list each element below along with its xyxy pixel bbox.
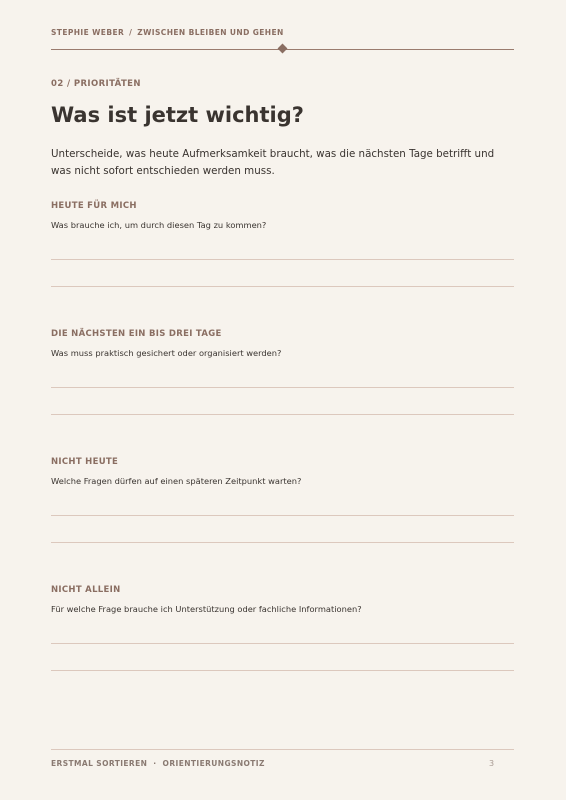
writing-line[interactable]: [51, 643, 514, 644]
writing-line[interactable]: [51, 414, 514, 415]
writing-line[interactable]: [51, 286, 514, 287]
writing-line[interactable]: [51, 670, 514, 671]
running-header: [51, 28, 284, 37]
writing-line[interactable]: [51, 515, 514, 516]
footer-text: [51, 759, 265, 768]
prompt-label: NICHT ALLEIN: [51, 585, 121, 595]
prompt-question: Was brauche ich, um durch diesen Tag zu kommen?: [51, 220, 267, 230]
prompt-label: DIE NÄCHSTEN EIN BIS DREI TAGE: [51, 329, 222, 339]
page-title: Was ist jetzt wichtig?: [51, 103, 304, 127]
section-label: 02 / PRIORITÄTEN: [51, 79, 141, 89]
footer-dot: ·: [153, 759, 157, 768]
header-series: ZWISCHEN BLEIBEN UND GEHEN: [137, 28, 284, 37]
footer-left-label: ERSTMAL SORTIEREN: [51, 759, 148, 768]
writing-line[interactable]: [51, 259, 514, 260]
intro-text: Unterscheide, was heute Aufmerksamkeit braucht, was die nächsten Tage betrifft und was nicht sofort entschieden werden muss.: [51, 148, 495, 177]
header-author: STEPHIE WEBER: [51, 28, 125, 37]
footer-rule: [51, 749, 514, 750]
writing-line[interactable]: [51, 387, 514, 388]
footer-right-label: ORIENTIERUNGSNOTIZ: [162, 759, 265, 768]
prompt-label: NICHT HEUTE: [51, 457, 119, 467]
diamond-ornament-icon: [278, 44, 288, 54]
prompt-question: Was muss praktisch gesichert oder organisiert werden?: [51, 348, 282, 358]
prompt-question: Für welche Frage brauche ich Unterstützung oder fachliche Informationen?: [51, 604, 362, 614]
writing-line[interactable]: [51, 542, 514, 543]
prompt-question: Welche Fragen dürfen auf einen späteren Zeitpunkt warten?: [51, 476, 302, 486]
page-number: 3: [489, 759, 495, 768]
prompt-label: HEUTE FÜR MICH: [51, 201, 137, 211]
header-separator: /: [129, 28, 133, 37]
